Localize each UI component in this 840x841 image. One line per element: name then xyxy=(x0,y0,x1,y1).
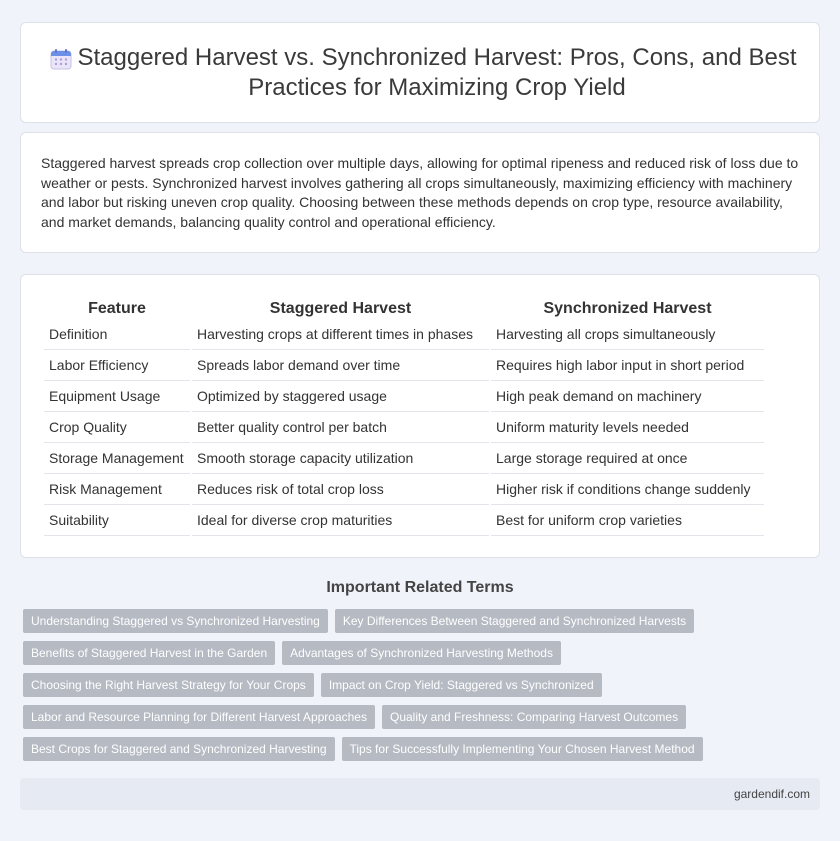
feature-cell: Storage Management xyxy=(44,443,190,474)
related-term-tag[interactable]: Tips for Successfully Implementing Your Chosen Harvest Method xyxy=(342,737,703,761)
synchronized-cell: Harvesting all crops simultaneously xyxy=(491,319,764,350)
synchronized-cell: Large storage required at once xyxy=(491,443,764,474)
table-row xyxy=(44,505,764,536)
staggered-cell: Better quality control per batch xyxy=(192,412,489,443)
synchronized-cell: Uniform maturity levels needed xyxy=(491,412,764,443)
related-term-tag[interactable]: Understanding Staggered vs Synchronized Harvesting xyxy=(23,609,328,633)
related-term-tag[interactable]: Benefits of Staggered Harvest in the Garden xyxy=(23,641,275,665)
header-feature: Feature xyxy=(88,299,146,317)
table-row xyxy=(44,381,764,412)
related-term-tag[interactable]: Choosing the Right Harvest Strategy for Your Crops xyxy=(23,673,314,697)
related-term-tag[interactable]: Impact on Crop Yield: Staggered vs Synchronized xyxy=(321,673,602,697)
related-terms-list xyxy=(23,609,813,761)
feature-cell: Labor Efficiency xyxy=(44,350,190,381)
table-row xyxy=(44,319,764,350)
synchronized-cell: Higher risk if conditions change suddenly xyxy=(491,474,764,505)
footer xyxy=(20,778,820,810)
feature-cell: Crop Quality xyxy=(44,412,190,443)
related-term-tag[interactable]: Labor and Resource Planning for Different Harvest Approaches xyxy=(23,705,375,729)
feature-cell: Risk Management xyxy=(44,474,190,505)
feature-cell: Equipment Usage xyxy=(44,381,190,412)
comparison-table xyxy=(42,297,766,536)
related-terms-heading: Important Related Terms xyxy=(326,579,514,596)
table-row xyxy=(44,350,764,381)
intro-paragraph: Staggered harvest spreads crop collection over multiple days, allowing for optimal ripeness and reduced risk of loss due to weather or pests. Synchronized harvest involves gathering all crops simultaneously, maximizing efficiency with machinery and labor but risking uneven crop quality. Choosing between these methods depends on crop type, resource availability, and market demands, balancing quality control and operational efficiency. xyxy=(41,155,799,230)
intro-card xyxy=(20,132,820,253)
staggered-cell: Spreads labor demand over time xyxy=(192,350,489,381)
feature-cell: Suitability xyxy=(44,505,190,536)
synchronized-cell: Requires high labor input in short period xyxy=(491,350,764,381)
synchronized-cell: Best for uniform crop varieties xyxy=(491,505,764,536)
table-row xyxy=(44,443,764,474)
header-synchronized: Synchronized Harvest xyxy=(543,299,712,317)
related-term-tag[interactable]: Advantages of Synchronized Harvesting Methods xyxy=(282,641,561,665)
feature-cell: Definition xyxy=(44,319,190,350)
header-staggered: Staggered Harvest xyxy=(269,299,412,317)
staggered-cell: Reduces risk of total crop loss xyxy=(192,474,489,505)
page-title: Staggered Harvest vs. Synchronized Harvest: Pros, Cons, and Best Practices for Maximizing Crop Yield xyxy=(77,44,797,101)
header-card xyxy=(20,22,820,123)
staggered-cell: Harvesting crops at different times in phases xyxy=(192,319,489,350)
table-row xyxy=(44,412,764,443)
staggered-cell: Smooth storage capacity utilization xyxy=(192,443,489,474)
staggered-cell: Optimized by staggered usage xyxy=(192,381,489,412)
related-term-tag[interactable]: Key Differences Between Staggered and Synchronized Harvests xyxy=(335,609,694,633)
footer-site-link[interactable]: gardendif.com xyxy=(733,787,810,801)
table-row xyxy=(44,474,764,505)
comparison-card xyxy=(20,274,820,558)
related-term-tag[interactable]: Quality and Freshness: Comparing Harvest Outcomes xyxy=(382,705,686,729)
staggered-cell: Ideal for diverse crop maturities xyxy=(192,505,489,536)
related-term-tag[interactable]: Best Crops for Staggered and Synchronized Harvesting xyxy=(23,737,335,761)
synchronized-cell: High peak demand on machinery xyxy=(491,381,764,412)
table-header-row xyxy=(44,297,764,319)
